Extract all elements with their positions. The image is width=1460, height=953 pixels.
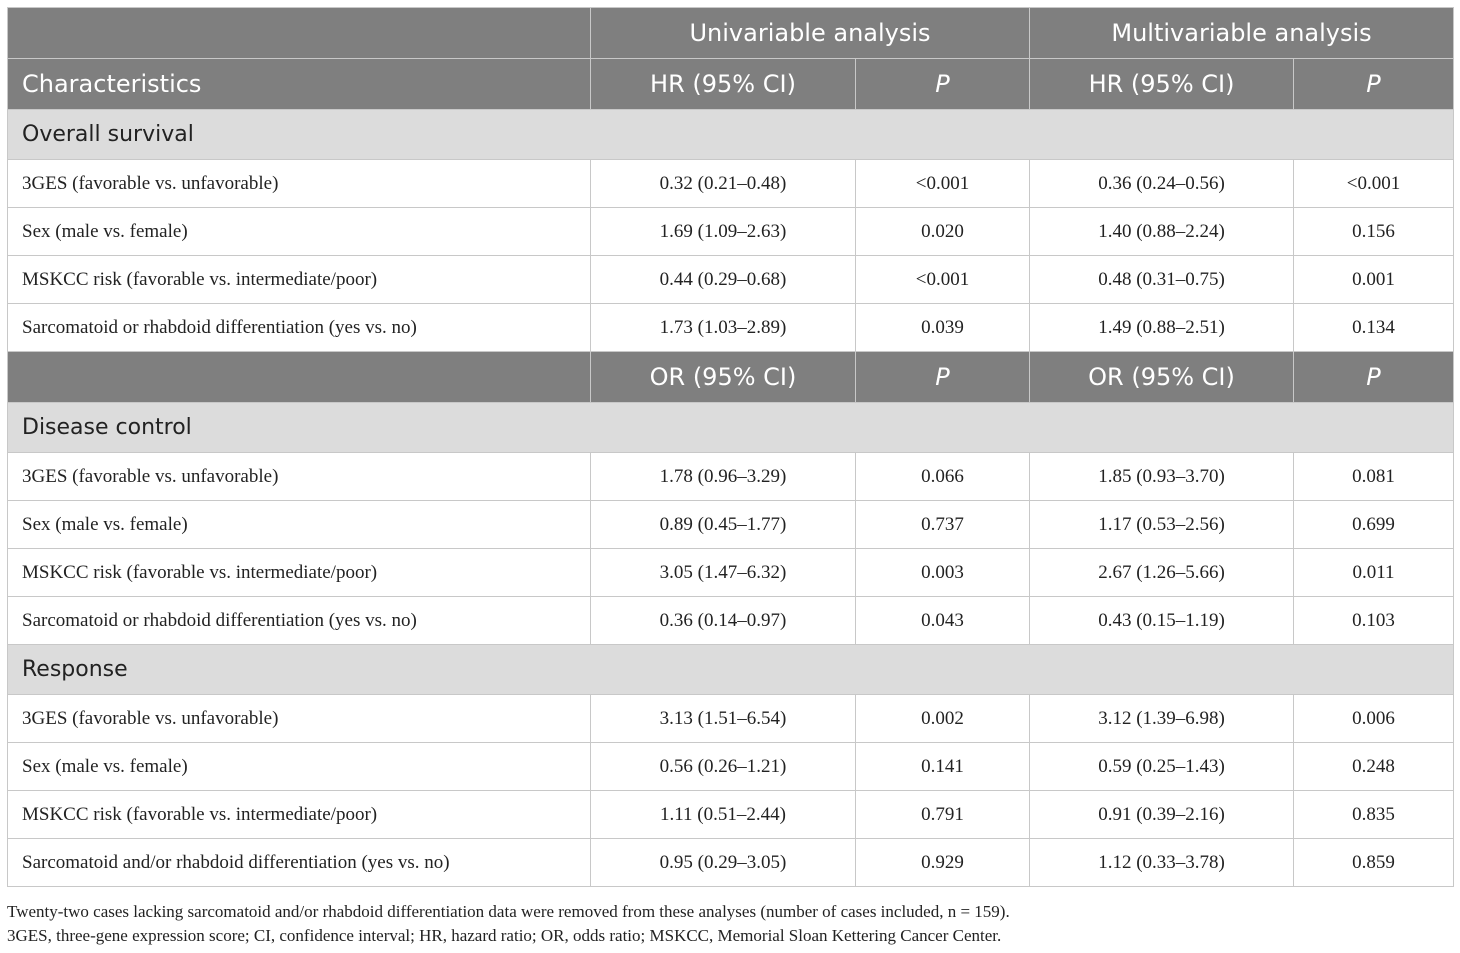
multi-p: 0.001 (1294, 256, 1454, 304)
header-blank (8, 8, 591, 59)
multi-ci: 0.91 (0.39–2.16) (1030, 791, 1294, 839)
uni-ci: 0.95 (0.29–3.05) (591, 839, 856, 887)
uni-p: 0.020 (856, 208, 1030, 256)
or-header-blank (8, 352, 591, 403)
multi-p: 0.081 (1294, 453, 1454, 501)
p-multi-header: P (1294, 59, 1454, 110)
multi-ci: 1.85 (0.93–3.70) (1030, 453, 1294, 501)
table-row (8, 695, 1454, 743)
row-label: Sarcomatoid and/or rhabdoid differentiation (yes vs. no) (8, 839, 591, 887)
footnote-2: 3GES, three-gene expression score; CI, confidence interval; HR, hazard ratio; OR, odds ratio; MSKCC, Memorial Sloan Kettering Cancer Center. (7, 926, 1002, 945)
section-title: Overall survival (8, 110, 1454, 160)
hr-uni-header: HR (95% CI) (591, 59, 856, 110)
multi-p: 0.835 (1294, 791, 1454, 839)
row-label: MSKCC risk (favorable vs. intermediate/poor) (8, 549, 591, 597)
row-label: Sex (male vs. female) (8, 208, 591, 256)
characteristics-header: Characteristics (8, 59, 591, 110)
uni-ci: 0.56 (0.26–1.21) (591, 743, 856, 791)
multi-ci: 0.36 (0.24–0.56) (1030, 160, 1294, 208)
table-row (8, 743, 1454, 791)
section-title: Disease control (8, 403, 1454, 453)
uni-p: <0.001 (856, 160, 1030, 208)
uni-ci: 1.78 (0.96–3.29) (591, 453, 856, 501)
header-row-2 (8, 59, 1454, 110)
table-row (8, 597, 1454, 645)
or-multi-header: OR (95% CI) (1030, 352, 1294, 403)
multi-p: 0.103 (1294, 597, 1454, 645)
uni-ci: 3.13 (1.51–6.54) (591, 695, 856, 743)
multi-p: 0.248 (1294, 743, 1454, 791)
multi-ci: 1.12 (0.33–3.78) (1030, 839, 1294, 887)
header-row-1 (8, 8, 1454, 59)
multi-p: 0.134 (1294, 304, 1454, 352)
row-label: 3GES (favorable vs. unfavorable) (8, 695, 591, 743)
uni-p: 0.791 (856, 791, 1030, 839)
multi-p: 0.699 (1294, 501, 1454, 549)
uni-p: 0.039 (856, 304, 1030, 352)
uni-p: <0.001 (856, 256, 1030, 304)
table-row (8, 839, 1454, 887)
uni-p: 0.003 (856, 549, 1030, 597)
uni-ci: 3.05 (1.47–6.32) (591, 549, 856, 597)
uni-p: 0.002 (856, 695, 1030, 743)
footnote-1: Twenty-two cases lacking sarcomatoid and/or rhabdoid differentiation data were removed from these analyses (number of cases included, n = 159). (7, 902, 1010, 921)
uni-p: 0.737 (856, 501, 1030, 549)
or-p-uni-header: P (856, 352, 1030, 403)
uni-p: 0.043 (856, 597, 1030, 645)
uni-ci: 1.11 (0.51–2.44) (591, 791, 856, 839)
uni-ci: 0.36 (0.14–0.97) (591, 597, 856, 645)
multi-ci: 1.40 (0.88–2.24) (1030, 208, 1294, 256)
or-header-row (8, 352, 1454, 403)
uni-ci: 0.44 (0.29–0.68) (591, 256, 856, 304)
table-row (8, 304, 1454, 352)
row-label: Sarcomatoid or rhabdoid differentiation (yes vs. no) (8, 304, 591, 352)
uni-ci: 0.89 (0.45–1.77) (591, 501, 856, 549)
results-table (7, 7, 1454, 887)
table-row (8, 791, 1454, 839)
section-title: Response (8, 645, 1454, 695)
row-label: MSKCC risk (favorable vs. intermediate/poor) (8, 791, 591, 839)
multi-ci: 1.49 (0.88–2.51) (1030, 304, 1294, 352)
multi-p: 0.156 (1294, 208, 1454, 256)
hr-multi-header: HR (95% CI) (1030, 59, 1294, 110)
multi-ci: 0.43 (0.15–1.19) (1030, 597, 1294, 645)
section-response (8, 645, 1454, 695)
row-label: 3GES (favorable vs. unfavorable) (8, 160, 591, 208)
uni-p: 0.141 (856, 743, 1030, 791)
multi-ci: 3.12 (1.39–6.98) (1030, 695, 1294, 743)
multi-p: 0.011 (1294, 549, 1454, 597)
table-row (8, 501, 1454, 549)
multi-ci: 1.17 (0.53–2.56) (1030, 501, 1294, 549)
uni-p: 0.066 (856, 453, 1030, 501)
section-overall-survival (8, 110, 1454, 160)
or-uni-header: OR (95% CI) (591, 352, 856, 403)
or-p-multi-header: P (1294, 352, 1454, 403)
p-uni-header: P (856, 59, 1030, 110)
table-row (8, 208, 1454, 256)
univariable-header: Univariable analysis (591, 8, 1030, 59)
table-row (8, 160, 1454, 208)
multi-p: 0.006 (1294, 695, 1454, 743)
row-label: Sarcomatoid or rhabdoid differentiation (yes vs. no) (8, 597, 591, 645)
multi-p: 0.859 (1294, 839, 1454, 887)
uni-ci: 1.73 (1.03–2.89) (591, 304, 856, 352)
multi-ci: 0.48 (0.31–0.75) (1030, 256, 1294, 304)
section-disease-control (8, 403, 1454, 453)
table-row (8, 549, 1454, 597)
uni-ci: 1.69 (1.09–2.63) (591, 208, 856, 256)
multi-ci: 2.67 (1.26–5.66) (1030, 549, 1294, 597)
row-label: 3GES (favorable vs. unfavorable) (8, 453, 591, 501)
row-label: Sex (male vs. female) (8, 501, 591, 549)
row-label: Sex (male vs. female) (8, 743, 591, 791)
multi-ci: 0.59 (0.25–1.43) (1030, 743, 1294, 791)
multivariable-header: Multivariable analysis (1030, 8, 1454, 59)
uni-p: 0.929 (856, 839, 1030, 887)
row-label: MSKCC risk (favorable vs. intermediate/poor) (8, 256, 591, 304)
table-row (8, 256, 1454, 304)
uni-ci: 0.32 (0.21–0.48) (591, 160, 856, 208)
table-row (8, 453, 1454, 501)
multi-p: <0.001 (1294, 160, 1454, 208)
